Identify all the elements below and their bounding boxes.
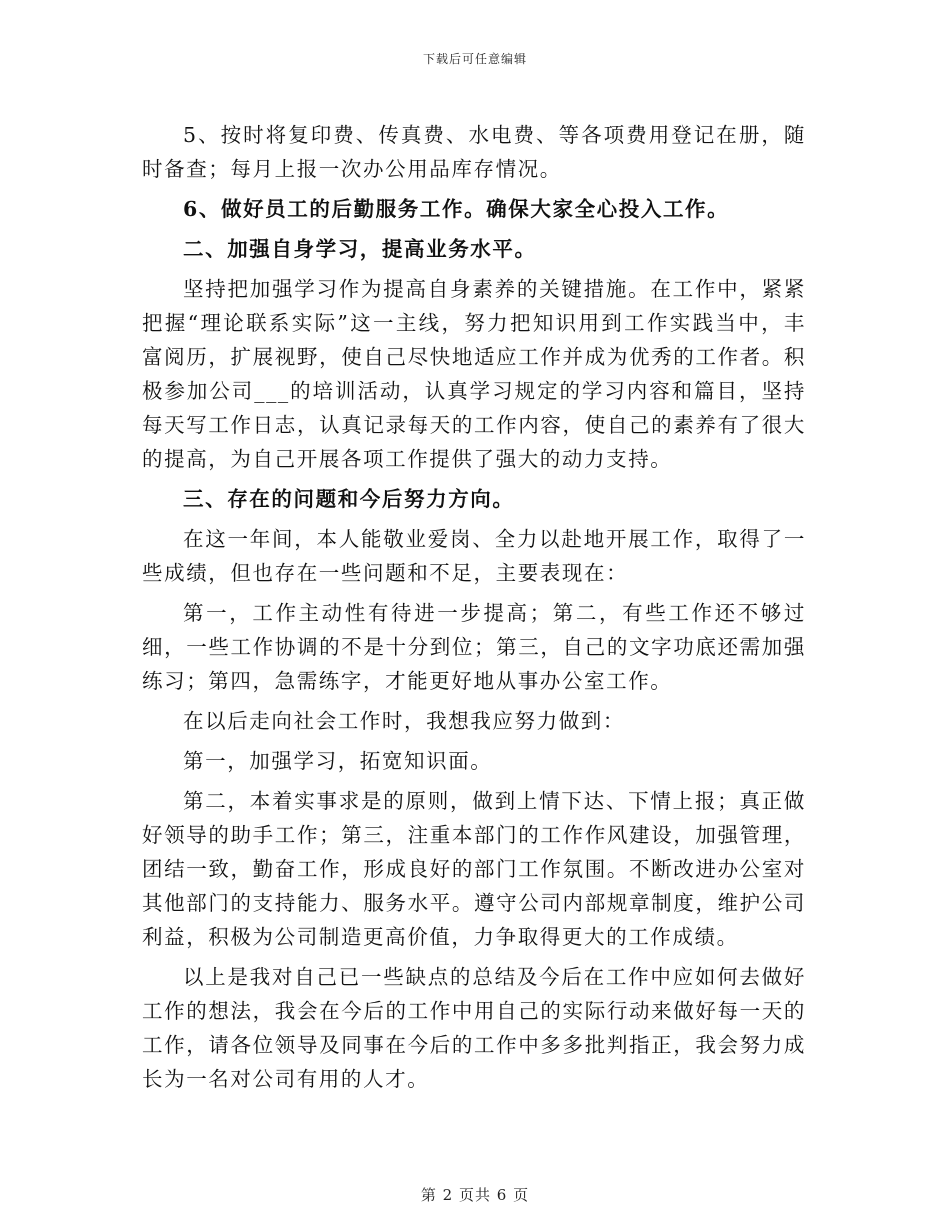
section-heading-problems: 三、存在的问题和今后努力方向。 [183,487,515,511]
document-body [142,112,806,1096]
paragraph-goal-one: 第一，加强学习，拓宽知识面。 [183,749,493,773]
paragraph-future-intro: 在以后走向社会工作时，我想我应努力做到： [183,709,625,733]
paragraph-goal-two: 第二，本着实事求是的原则，做到上情下达、下情上报；真正做好领导的助手工作；第三，注重本部门的工作作风建设，加强管理，团结一致，勤奋工作，形成良好的部门工作氛围。不断改进办公室对其他部门的支持能力、服务水平。遵守公司内部规章制度，维护公司利益，积极为公司制造更高价值，力争取得更大的工作成绩。 [142,789,806,949]
paragraph-study: 坚持把加强学习作为提高自身素养的关键措施。在工作中，紧紧把握“理论联系实际”这一主线，努力把知识用到工作实践当中，丰富阅历，扩展视野，使自己尽快地适应工作并成为优秀的工作者。积极参加公司___的培训活动，认真学习规定的学习内容和篇目，坚持每天写工作日志，认真记录每天的工作内容，使自己的素养有了很大的提高，为自己开展各项工作提供了强大的动力支持。 [142,277,806,471]
page-number: 第 2 页共 6 页 [420,1186,530,1204]
paragraph-year-summary: 在这一年间，本人能敬业爱岗、全力以赴地开展工作，取得了一些成绩，但也存在一些问题和不足，主要表现在： [142,527,806,585]
paragraph-conclusion: 以上是我对自己已一些缺点的总结及今后在工作中应如何去做好工作的想法，我会在今后的工作中用自己的实际行动来做好每一天的工作，请各位领导及同事在今后的工作中多多批判指正，我会努力成长为一名对公司有用的人才。 [142,965,806,1091]
paragraph-item-5: 5、按时将复印费、传真费、水电费、等各项费用登记在册，随时备查；每月上报一次办公用品库存情况。 [142,123,806,181]
section-heading-study: 二、加强自身学习，提高业务水平。 [183,237,537,261]
paragraph-shortcomings: 第一，工作主动性有待进一步提高；第二，有些工作还不够过细，一些工作协调的不是十分到位；第三，自己的文字功底还需加强练习；第四，急需练字，才能更好地从事办公室工作。 [142,601,806,693]
page-header: 下载后可任意编辑 [422,52,527,66]
paragraph-item-6: 6、做好员工的后勤服务工作。确保大家全心投入工作。 [183,197,730,221]
